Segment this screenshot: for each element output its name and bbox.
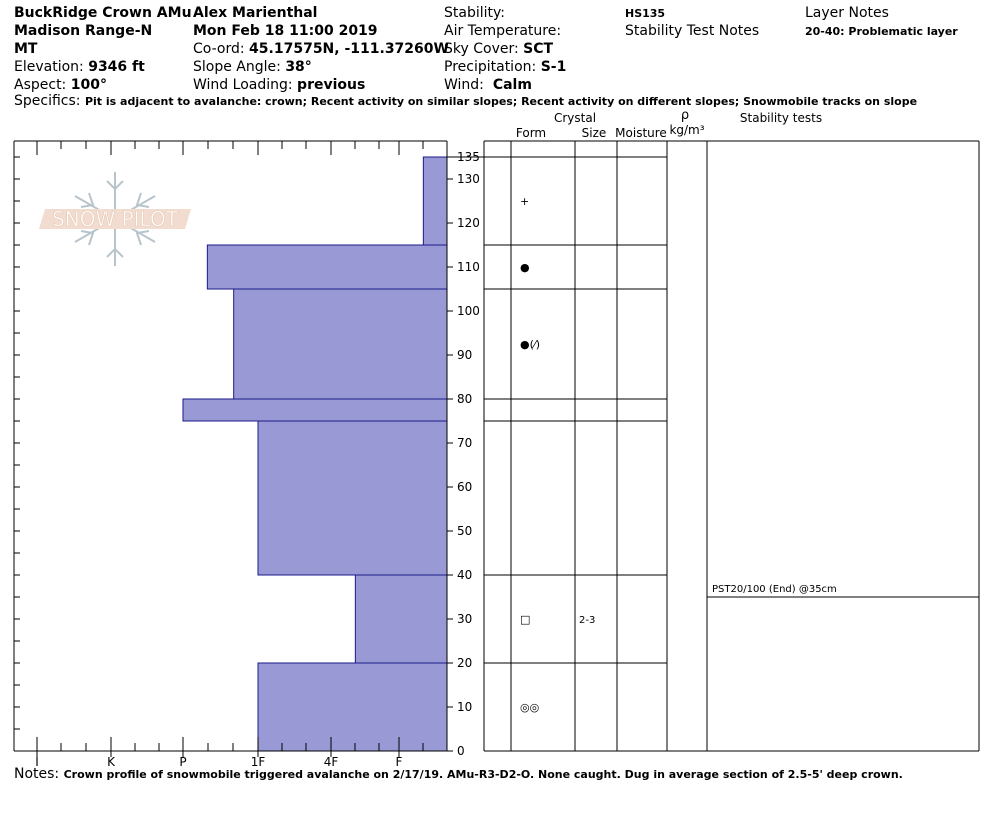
mountain-range: Madison Range-N — [14, 23, 153, 39]
wind-value: Calm — [492, 77, 532, 93]
depth-axis — [447, 150, 484, 758]
wind-label: Wind: — [444, 77, 484, 93]
grain-size-label: 2-3 — [579, 615, 596, 626]
air-temperature-label: Air Temperature: — [444, 23, 562, 39]
aspect-value: 100° — [70, 77, 107, 93]
precip-value: S-1 — [540, 59, 567, 75]
stability-test-notes-title: Stability Test Notes — [625, 23, 760, 39]
x-tick-label: K — [107, 755, 115, 769]
elevation-label: Elevation: — [14, 59, 84, 75]
hardness-bar — [183, 399, 447, 421]
slope-value: 38° — [285, 59, 312, 75]
y-tick-label: 50 — [457, 524, 473, 538]
observation-datetime: Mon Feb 18 11:00 2019 — [193, 23, 378, 39]
y-tick-label: 40 — [457, 568, 473, 582]
moisture-header: Moisture — [615, 126, 667, 140]
y-tick-label: 30 — [457, 612, 473, 626]
y-tick-label: 110 — [457, 260, 480, 274]
x-tick-label: 1F — [250, 755, 266, 769]
observer-name: Alex Marienthal — [193, 5, 318, 21]
left-depth-ticks — [14, 157, 20, 751]
hardness-bar — [258, 421, 447, 575]
density-symbol: ρ — [680, 108, 690, 123]
grain-form-symbol: □ — [520, 613, 531, 626]
hardness-bar — [258, 663, 447, 751]
stability-tests-header: Stability tests — [739, 111, 823, 125]
coord-label: Co-ord: — [193, 41, 245, 57]
density-unit: kg/m³ — [669, 123, 705, 137]
y-tick-label: 100 — [457, 304, 480, 318]
hardness-bars — [183, 157, 447, 751]
y-tick-label: 90 — [457, 348, 473, 362]
grain-form-symbol: ●(⁄) — [520, 338, 541, 351]
layer-notes-title: Layer Notes — [805, 5, 889, 21]
slope-label: Slope Angle: — [193, 59, 281, 75]
crystal-header: Crystal — [553, 111, 597, 125]
grain-form-symbol: ● — [520, 261, 530, 274]
snow-pilot-logo — [39, 172, 191, 266]
grain-form-symbol: ◎◎ — [520, 701, 540, 714]
sky-label: Sky Cover: — [444, 41, 519, 57]
stability-test-label: PST20/100 (End) @35cm — [712, 584, 837, 595]
aspect-label: Aspect: — [14, 77, 67, 93]
stability-label: Stability: — [444, 5, 505, 21]
y-tick-label: 0 — [457, 744, 465, 758]
hardness-bar — [423, 157, 447, 245]
size-header: Size — [581, 126, 607, 140]
y-tick-label: 10 — [457, 700, 473, 714]
layer-table — [484, 141, 979, 751]
y-tick-label: 60 — [457, 480, 473, 494]
form-header: Form — [515, 126, 547, 140]
y-tick-label: 135 — [457, 150, 480, 164]
x-tick-label: P — [179, 755, 187, 769]
specifics-label: Specifics: — [14, 93, 81, 109]
notes-label: Notes: — [14, 766, 60, 782]
wind-loading-value: previous — [297, 77, 366, 93]
grain-forms — [520, 195, 595, 714]
x-tick-label: I — [35, 755, 39, 769]
location-name: BuckRidge Crown AMu — [14, 5, 192, 21]
state: MT — [14, 41, 38, 57]
notes-value: Crown profile of snowmobile triggered avalanche on 2/17/19. AMu-R3-D2-O. None caught. Dug in average section of 2.5-5' deep crown. — [63, 768, 903, 781]
sky-value: SCT — [523, 41, 554, 57]
stability-test-results — [707, 584, 979, 597]
coord-value: 45.17575N, -111.37260W — [249, 41, 449, 57]
hardness-bar — [355, 575, 447, 663]
wind-loading-label: Wind Loading: — [193, 77, 293, 93]
grain-form-symbol: + — [520, 195, 530, 208]
layer-note: 20-40: Problematic layer — [805, 25, 958, 38]
y-tick-label: 20 — [457, 656, 473, 670]
precip-label: Precipitation: — [444, 59, 537, 75]
x-tick-label: 4F — [323, 755, 339, 769]
x-tick-label: F — [395, 755, 403, 769]
specifics-value: Pit is adjacent to avalanche: crown; Recent activity on similar slopes; Recent activity on different slopes; Snowmobile tracks on slope — [84, 95, 918, 108]
y-tick-label: 120 — [457, 216, 480, 230]
hardness-bar — [207, 245, 447, 289]
elevation-value: 9346 ft — [88, 59, 145, 75]
y-tick-label: 80 — [457, 392, 473, 406]
logo-text: SNOW PILOT — [52, 207, 178, 231]
hardness-axis — [35, 751, 402, 769]
y-tick-label: 130 — [457, 172, 480, 186]
hardness-bar — [234, 289, 447, 399]
snow-height: HS135 — [625, 7, 666, 20]
y-tick-label: 70 — [457, 436, 473, 450]
